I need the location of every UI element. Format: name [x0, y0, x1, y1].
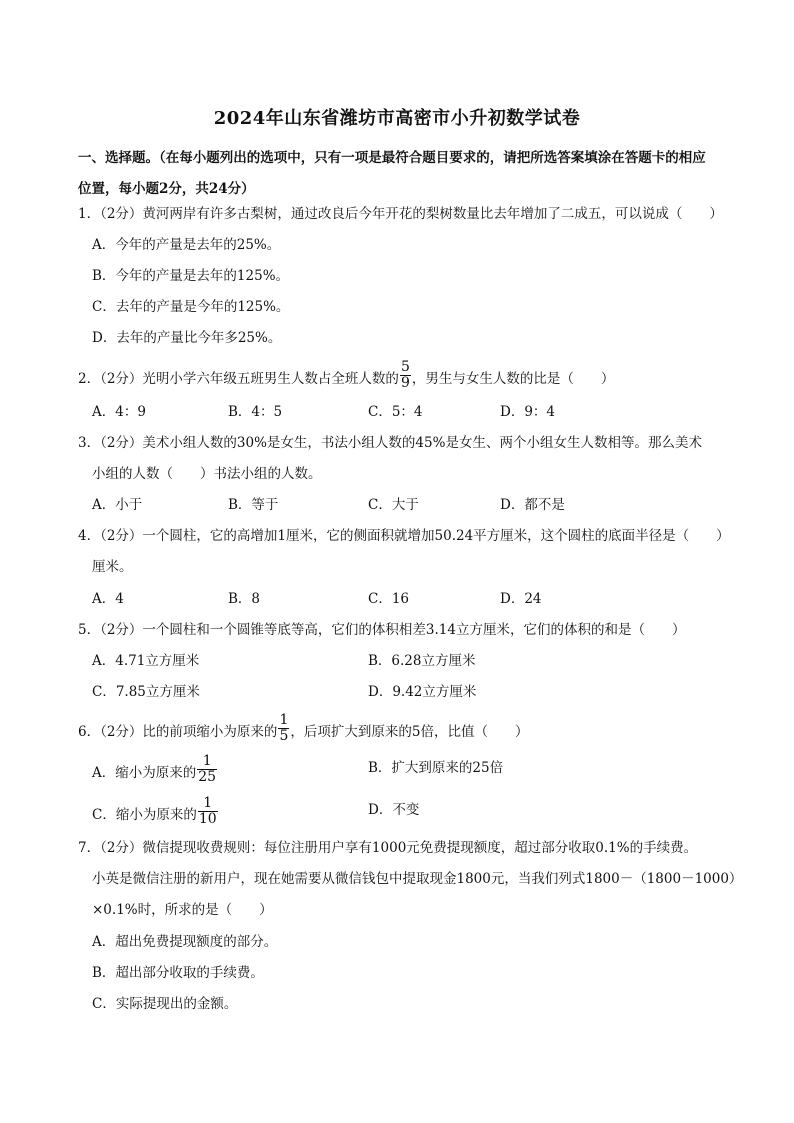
q7-stem-line1: 7．（2分）微信提现收费规则：每位注册用户享有1000元免费提现额度，超过部分收取0.1%的手续费。 — [78, 840, 698, 856]
q2-option-b[interactable]: B．4：5 — [228, 404, 283, 420]
page-title: 2024年山东省潍坊市高密市小升初数学试卷 — [213, 108, 581, 129]
q6-option-c[interactable] — [92, 795, 219, 831]
q6-stem — [78, 712, 529, 748]
q6-option-d[interactable]: D．不变 — [368, 802, 420, 818]
q2-option-c[interactable]: C．5：4 — [368, 404, 423, 420]
q3-option-b[interactable]: B．等于 — [228, 497, 279, 513]
q1-option-d[interactable]: D．去年的产量比今年多25%。 — [92, 330, 282, 346]
q7-option-b[interactable]: B．超出部分收取的手续费。 — [92, 965, 264, 981]
q5-option-b[interactable]: B．6.28立方厘米 — [368, 653, 476, 669]
q1-option-a[interactable]: A．今年的产量是去年的25%。 — [92, 237, 281, 253]
q3-option-a[interactable]: A．小于 — [92, 497, 143, 513]
q5-option-c[interactable]: C．7.85立方厘米 — [92, 684, 200, 700]
q1-option-b[interactable]: B．今年的产量是去年的125%。 — [92, 268, 290, 284]
q6-option-a-text: A．缩小为原来的 — [92, 765, 197, 781]
q4-stem-line1: 4．（2分）一个圆柱，它的高增加1厘米，它的侧面积就增加50.24平方厘米，这个圆柱的底面半径是（ ） — [78, 528, 730, 544]
q1-stem: 1．（2分）黄河两岸有许多古梨树，通过改良后今年开花的梨树数量比去年增加了二成五，可以说成（ ） — [78, 206, 723, 222]
q7-option-c[interactable]: C．实际提现出的金额。 — [92, 996, 238, 1012]
q6-option-a-fraction — [197, 754, 217, 785]
section-heading: 一、选择题。（在每小题列出的选项中，只有一项是最符合题目要求的，请把所选答案填涂在答题卡的相应位置，每小题2分，共24分） — [78, 150, 706, 197]
q6-stem-pre: 6．（2分）比的前项缩小为原来的 — [78, 724, 278, 740]
q6-fraction — [278, 713, 289, 744]
q6-option-c-fraction — [198, 796, 218, 827]
q6-a-frac-num: 1 — [197, 754, 217, 770]
q1-option-c[interactable]: C．去年的产量是今年的125%。 — [92, 299, 290, 315]
q2-stem-pre: 2．（2分）光明小学六年级五班男生人数占全班人数的 — [78, 371, 399, 387]
q3-option-c[interactable]: C．大于 — [368, 497, 419, 513]
q2-option-d[interactable]: D．9：4 — [500, 404, 556, 420]
q2-frac-den: 9 — [400, 375, 410, 391]
q6-frac-num: 1 — [279, 712, 289, 728]
q5-stem: 5．（2分）一个圆柱和一个圆锥等底等高，它们的体积相差3.14立方厘米，它们的体积的和是（ ） — [78, 622, 686, 638]
q3-stem-line2: 小组的人数（ ）书法小组的人数。 — [92, 466, 322, 482]
q6-option-c-text: C．缩小为原来的 — [92, 807, 197, 823]
q6-option-a[interactable] — [92, 753, 218, 789]
q6-a-frac-den: 25 — [198, 769, 217, 785]
q2-stem — [78, 359, 615, 395]
q3-option-d[interactable]: D．都不是 — [500, 497, 565, 513]
q4-option-d[interactable]: D．24 — [500, 591, 542, 607]
q2-stem-post: ，男生与女生人数的比是（ ） — [411, 371, 615, 387]
q6-frac-den: 5 — [279, 728, 289, 744]
q7-stem-line2: 小英是微信注册的新用户，现在她需要从微信钱包中提取现金1800元，当我们列式1800－（1800－1000） — [92, 871, 743, 887]
q6-c-frac-num: 1 — [198, 796, 218, 812]
q3-stem-line1: 3．（2分）美术小组人数的30%是女生，书法小组人数的45%是女生、两个小组女生人数相等。那么美术 — [78, 435, 702, 451]
q6-stem-post: ，后项扩大到原来的5倍，比值（ ） — [290, 724, 529, 740]
q7-stem-line3: ×0.1%时，所求的是（ ） — [92, 902, 273, 918]
q2-option-a[interactable]: A．4：9 — [92, 404, 146, 420]
q4-option-b[interactable]: B．8 — [228, 591, 261, 607]
q7-option-a[interactable]: A．超出免费提现额度的部分。 — [92, 934, 278, 950]
q5-option-d[interactable]: D．9.42立方厘米 — [368, 684, 477, 700]
q5-option-a[interactable]: A．4.71立方厘米 — [92, 653, 200, 669]
q2-frac-num: 5 — [400, 359, 410, 375]
q4-option-c[interactable]: C．16 — [368, 591, 410, 607]
q4-stem-line2: 厘米。 — [92, 559, 133, 575]
q2-fraction — [400, 360, 411, 391]
q4-option-a[interactable]: A．4 — [92, 591, 124, 607]
q6-c-frac-den: 10 — [198, 811, 217, 827]
q6-option-b[interactable]: B．扩大到原来的25倍 — [368, 760, 504, 776]
